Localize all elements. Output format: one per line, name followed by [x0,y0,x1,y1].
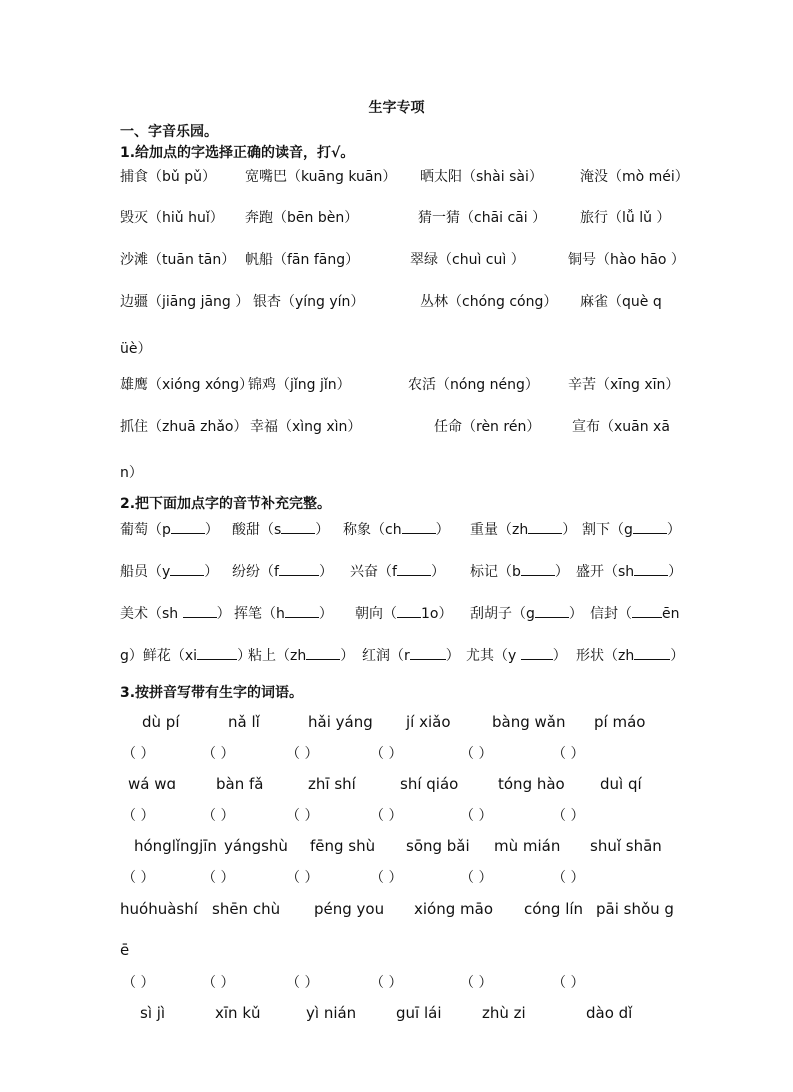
answer-parentheses[interactable]: （ ） [202,746,235,762]
pinyin-word: dào dǐ [586,1004,633,1022]
answer-parentheses[interactable]: （ ） [460,975,493,991]
answer-parentheses[interactable]: （ ） [460,808,493,824]
fill-syllable-item: 红润（r ） [362,645,460,665]
q1-row [0,338,793,360]
fill-syllable-item: 纷纷（f ） [232,561,333,581]
pinyin-word: sì jì [140,1004,166,1022]
q1-row [0,207,793,229]
q2-row [0,603,793,625]
reading-choice-item: 农活（nóng néng） [408,377,539,393]
fill-syllable-item: 船员（y ） [120,561,218,581]
fill-syllable-item: 信封（ ēn [590,603,680,623]
answer-blank[interactable] [410,645,446,660]
answer-parentheses[interactable]: （ ） [552,746,585,762]
q1-row [0,374,793,396]
fill-syllable-item: 形状（zh ） [576,645,684,665]
answer-parentheses[interactable]: （ ） [122,975,155,991]
fill-syllable-item: 美术（sh ） [120,603,231,623]
pinyin-word: xīn kǔ [215,1004,261,1022]
pinyin-word: mù mián [494,837,561,855]
question-2-heading: 2.把下面加点字的音节补充完整。 [120,496,332,512]
pinyin-row [0,837,793,859]
pinyin-word: jí xiǎo [406,713,451,731]
answer-parentheses[interactable]: （ ） [202,975,235,991]
pinyin-word: péng you [314,900,385,918]
q2-row [0,561,793,583]
answer-paren-row [0,805,793,827]
pinyin-row [0,941,793,963]
reading-choice-item: 沙滩（tuān tān） [120,252,236,268]
answer-blank[interactable] [171,519,205,534]
q1-row [0,416,793,438]
answer-parentheses[interactable]: （ ） [460,870,493,886]
answer-blank[interactable] [634,561,668,576]
question-3-heading: 3.按拼音写带有生字的词语。 [120,685,304,701]
reading-choice-item: 抓住（zhuā zhǎo） [120,419,248,435]
pinyin-row [0,775,793,797]
pinyin-word: duì qí [600,775,642,793]
fill-syllable-item: 朝向（ 1o） [355,603,452,623]
reading-choice-item: 麻雀（què q [580,294,662,310]
answer-blank[interactable] [279,561,319,576]
reading-choice-item: 幸福（xìng xìn） [250,419,362,435]
page-title: 生字专项 [368,100,425,116]
pinyin-word: bàng wǎn [492,713,566,731]
pinyin-word: cóng lín [524,900,584,918]
reading-choice-item: 旅行（lǚ lǔ ） [580,210,671,226]
fill-syllable-item: 兴奋（f ） [350,561,445,581]
pinyin-word: shēn chù [212,900,281,918]
reading-choice-item: 丛林（chóng cóng） [420,294,558,310]
pinyin-word: shí qiáo [400,775,459,793]
pinyin-word: xióng māo [414,900,493,918]
reading-choice-item: 边疆（jiāng jāng ） [120,294,250,310]
pinyin-word: yángshù [224,837,288,855]
pinyin-word: zhù zi [482,1004,526,1022]
reading-choice-item: 宣布（xuān xā [572,419,670,435]
section-heading: 一、字音乐园。 [120,124,218,140]
answer-blank[interactable] [634,645,670,660]
fill-syllable-item: 盛开（sh ） [576,561,682,581]
q1-row [0,249,793,271]
pinyin-row [0,900,793,922]
pinyin-word: bàn fǎ [216,775,264,793]
answer-parentheses[interactable]: （ ） [370,975,403,991]
answer-blank[interactable] [197,645,237,660]
pinyin-word: wá wɑ [128,775,177,793]
answer-parentheses[interactable]: （ ） [552,870,585,886]
fill-syllable-item: 割下（g ） [582,519,681,539]
answer-parentheses[interactable]: （ ） [552,808,585,824]
answer-blank[interactable] [397,603,421,618]
answer-blank[interactable] [521,645,553,660]
question-1-heading: 1.给加点的字选择正确的读音，打√。 [120,145,355,161]
reading-choice-item: 帆船（fān fāng） [245,252,360,268]
fill-syllable-item: g）鲜花（xi ） [120,645,251,665]
reading-choice-item: 奔跑（bēn bèn） [245,210,359,226]
answer-blank[interactable] [397,561,431,576]
pinyin-word: ē [120,941,130,959]
answer-parentheses[interactable]: （ ） [202,808,235,824]
reading-choice-item: 辛苦（xīng xīn） [568,377,680,393]
pinyin-row [0,713,793,735]
q1-row [0,291,793,313]
pinyin-word: yì nián [306,1004,357,1022]
pinyin-word: sōng bǎi [406,837,470,855]
reading-choice-item: 银杏（yíng yín） [253,294,365,310]
reading-choice-item: 锦鸡（jǐng jǐn） [248,377,351,393]
fill-syllable-item: 称象（ch ） [343,519,450,539]
answer-parentheses[interactable]: （ ） [370,746,403,762]
reading-choice-item: 毁灭（hiǔ huǐ） [120,210,224,226]
reading-choice-item: 铜号（hào hāo ） [568,252,685,268]
answer-blank[interactable] [170,561,204,576]
answer-blank[interactable] [528,519,562,534]
pinyin-word: hónglǐngjīn [134,837,217,855]
reading-choice-item: 淹没（mò méi） [580,169,689,185]
pinyin-word: nǎ lǐ [228,713,260,731]
reading-choice-item: 猜一猜（chāi cāi ） [418,210,547,226]
pinyin-word: zhī shí [308,775,356,793]
q1-row [0,166,793,188]
pinyin-word: fēng shù [310,837,376,855]
fill-syllable-item: 葡萄（p ） [120,519,219,539]
pinyin-word: pāi shǒu g [596,900,674,918]
pinyin-word: pí máo [594,713,646,731]
fill-syllable-item: 标记（b ） [470,561,569,581]
answer-parentheses[interactable]: （ ） [370,808,403,824]
reading-choice-item: 晒太阳（shài sài） [420,169,543,185]
answer-parentheses[interactable]: （ ） [286,870,319,886]
answer-blank[interactable] [183,603,217,618]
reading-choice-item: n） [120,465,143,481]
pinyin-word: hǎi yáng [308,713,373,731]
pinyin-word: shuǐ shān [590,837,662,855]
answer-blank[interactable] [521,561,555,576]
answer-blank[interactable] [402,519,436,534]
q2-row [0,645,793,667]
answer-blank[interactable] [535,603,569,618]
pinyin-word: huóhuàshí [120,900,198,918]
answer-parentheses[interactable]: （ ） [286,975,319,991]
answer-blank[interactable] [633,519,667,534]
pinyin-row [0,1004,793,1026]
pinyin-word: tóng hào [498,775,565,793]
reading-choice-item: 任命（rèn rén） [434,419,541,435]
answer-parentheses[interactable]: （ ） [286,746,319,762]
answer-parentheses[interactable]: （ ） [460,746,493,762]
answer-parentheses[interactable]: （ ） [122,746,155,762]
reading-choice-item: üè） [120,341,152,357]
answer-blank[interactable] [632,603,662,618]
q2-row [0,519,793,541]
reading-choice-item: 宽嘴巴（kuāng kuān） [245,169,397,185]
fill-syllable-item: 粘上（zh ） [248,645,354,665]
answer-paren-row [0,743,793,765]
answer-parentheses[interactable]: （ ） [370,870,403,886]
answer-parentheses[interactable]: （ ） [122,870,155,886]
answer-blank[interactable] [281,519,315,534]
reading-choice-item: 翠绿（chuì cuì ） [410,252,525,268]
fill-syllable-item: 刮胡子（g ） [470,603,583,623]
reading-choice-item: 雄鹰（xióng xóng） [120,377,254,393]
fill-syllable-item: 尤其（y ） [466,645,567,665]
answer-parentheses[interactable]: （ ） [552,975,585,991]
answer-parentheses[interactable]: （ ） [202,870,235,886]
answer-blank[interactable] [306,645,340,660]
fill-syllable-item: 酸甜（s ） [232,519,329,539]
reading-choice-item: 捕食（bǔ pǔ） [120,169,216,185]
answer-parentheses[interactable]: （ ） [122,808,155,824]
pinyin-word: guī lái [396,1004,442,1022]
answer-parentheses[interactable]: （ ） [286,808,319,824]
answer-paren-row [0,972,793,994]
answer-paren-row [0,867,793,889]
q1-row [0,462,793,484]
pinyin-word: dù pí [142,713,180,731]
answer-blank[interactable] [285,603,319,618]
fill-syllable-item: 挥笔（h ） [234,603,333,623]
fill-syllable-item: 重量（zh ） [470,519,576,539]
